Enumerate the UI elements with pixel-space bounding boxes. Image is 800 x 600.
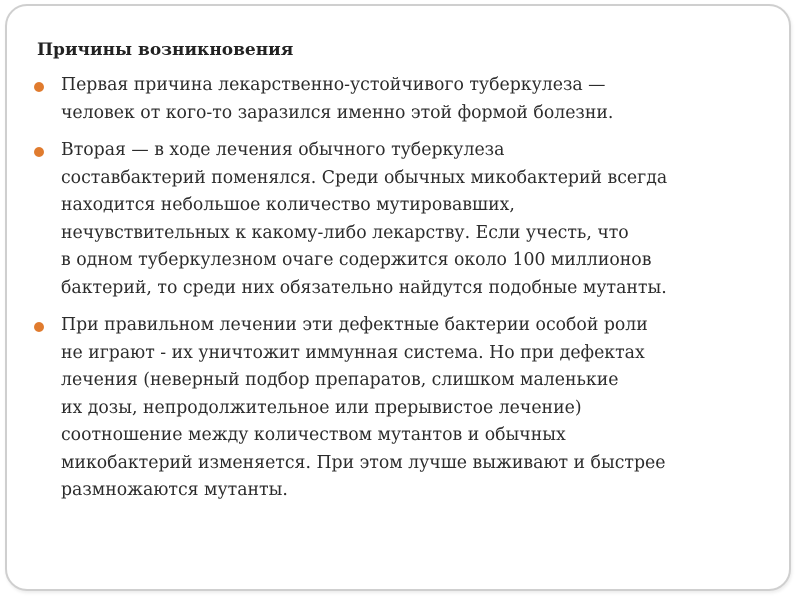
slide-frame — [5, 4, 791, 591]
bullet-text-line: Вторая — в ходе лечения обычного туберкулеза — [61, 140, 505, 160]
bullet-text-line: составбактерий поменялся. Среди обычных микобактерий всегда — [61, 167, 668, 188]
bullet-text-line: не играют - их уничтожит иммунная система. Но при дефектах — [61, 342, 645, 363]
bullet-text-line: микобактерий изменяется. При этом лучше выживают и быстрее — [61, 452, 666, 473]
bullet-text-line: их дозы, непродолжительное или прерывистое лечение) — [61, 397, 582, 418]
bullet-item — [27, 72, 787, 127]
bullet-text-line: размножаются мутанты. — [61, 480, 288, 500]
bullet-text-line: лечения (неверный подбор препаратов, слишком маленькие — [61, 370, 619, 390]
bullet-item — [27, 312, 787, 505]
bullet-text-line: нечувствительных к какому-либо лекарству. Если учесть, что — [61, 222, 629, 243]
bullet-dot-icon — [34, 82, 44, 92]
bullet-item — [27, 137, 787, 302]
bullet-text-line: Первая причина лекарственно-устойчивого туберкулеза — — [61, 75, 606, 95]
bullet-text-line: в одном туберкулезном очаге содержится около 100 миллионов — [61, 250, 652, 270]
bullet-text-line: человек от кого-то заразился именно этой формой болезни. — [61, 102, 614, 123]
bullet-text-line: При правильном лечении эти дефектные бактерии особой роли — [61, 315, 648, 335]
slide-title: Причины возникновения — [37, 40, 294, 60]
bullet-text-line: находится небольшое количество мутировавших, — [61, 195, 515, 215]
bullet-dot-icon — [34, 147, 44, 157]
bullet-list — [27, 66, 787, 515]
bullet-text-line: бактерий, то среди них обязательно найдутся подобные мутанты. — [61, 277, 667, 298]
bullet-text-line: соотношение между количеством мутантов и обычных — [61, 425, 566, 445]
bullet-dot-icon — [34, 322, 44, 332]
